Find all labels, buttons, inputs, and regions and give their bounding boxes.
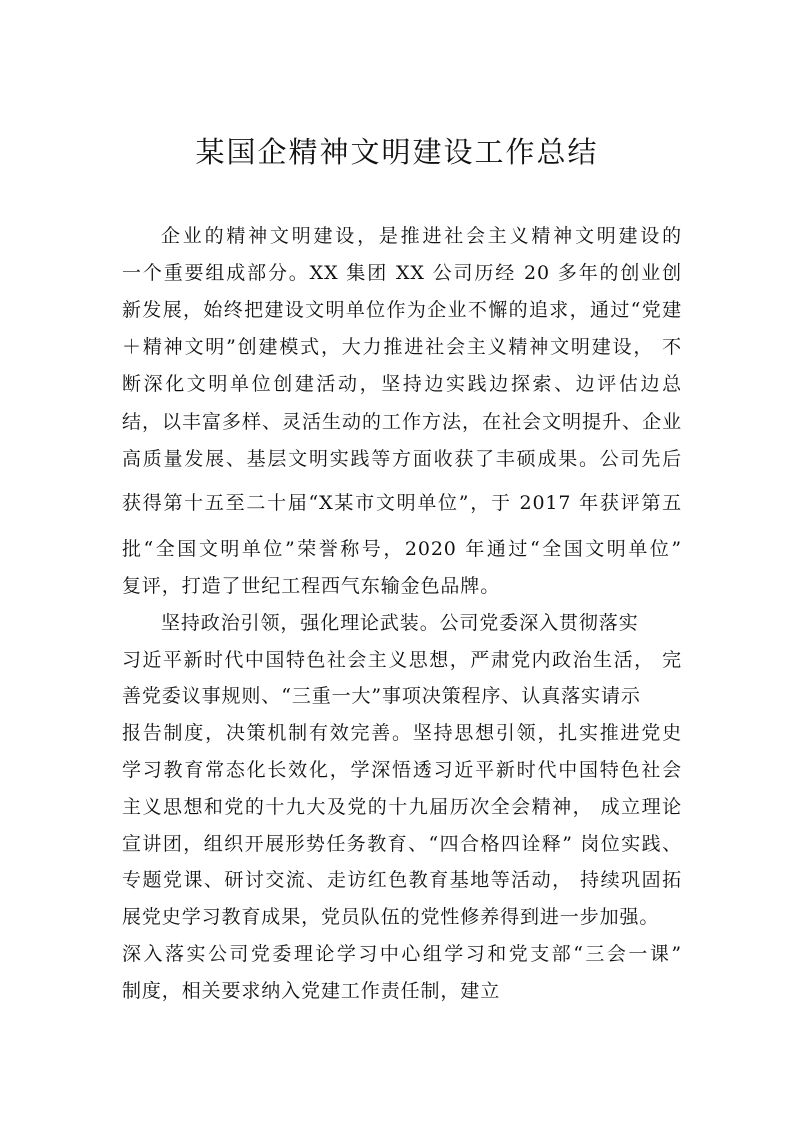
paragraph-line: 习近平新时代中国特色社会主义思想，严肃党内政治生活， 完: [122, 649, 682, 671]
paragraph-line: 善党委议事规则、“三重一大”事项决策程序、认真落实请示: [122, 685, 641, 707]
paragraph-line: 复评，打造了世纪工程西气东输金色品牌。: [122, 575, 501, 597]
document-title: 某国企精神文明建设工作总结: [195, 135, 599, 169]
paragraph-line: 制度，相关要求纳入党建工作责任制，建立: [122, 980, 501, 1002]
paragraph-line: 报告制度，决策机制有效完善。坚持思想引领，扎实推进党史: [122, 722, 682, 744]
paragraph-line: 结，以丰富多样、灵活生动的工作方法，在社会文明提升、企业: [122, 411, 682, 433]
paragraph-line: 坚持政治引领，强化理论武装。公司党委深入贯彻落实: [161, 612, 639, 634]
paragraph-line: 一个重要组成部分。XX 集团 XX 公司历经 20 多年的创业创: [122, 262, 682, 284]
paragraph-line: 企业的精神文明建设，是推进社会主义精神文明建设的: [161, 225, 682, 247]
paragraph-line: 获得第十五至二十届“X某市文明单位”，于 2017 年获评第五: [122, 492, 682, 514]
paragraph-line: 宣讲团，组织开展形势任务教育、“四合格四诠释” 岗位实践、: [122, 833, 682, 855]
paragraph-line: 高质量发展、基层文明实践等方面收获了丰硕成果。公司先后: [122, 448, 682, 470]
paragraph-line: 展党史学习教育成果，党员队伍的党性修养得到进一步加强。: [122, 906, 660, 928]
paragraph-line: 新发展，始终把建设文明单位作为企业不懈的追求，通过“党建: [122, 299, 682, 321]
paragraph-line: 深入落实公司党委理论学习中心组学习和党支部“三会一课”: [122, 943, 682, 965]
paragraph-line: 学习教育常态化长效化，学深悟透习近平新时代中国特色社会: [122, 759, 682, 781]
paragraph-line: 专题党课、研讨交流、走访红色教育基地等活动， 持续巩固拓: [122, 869, 682, 891]
paragraph-line: 断深化文明单位创建活动，坚持边实践边探索、边评估边总: [122, 373, 682, 395]
paragraph-line: 批“全国文明单位”荣誉称号，2020 年通过“全国文明单位”: [122, 538, 682, 560]
paragraph-line: 主义思想和党的十九大及党的十九届历次全会精神， 成立理论: [122, 796, 682, 818]
paragraph-line: ＋精神文明”创建模式，大力推进社会主义精神文明建设， 不: [122, 336, 682, 358]
